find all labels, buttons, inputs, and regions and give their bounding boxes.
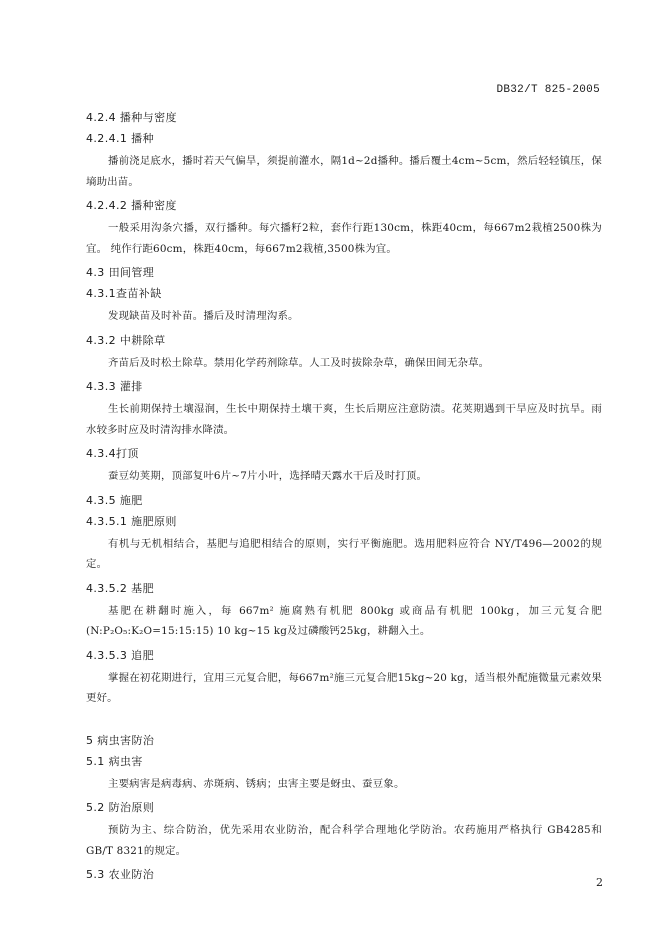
body-paragraph: 主要病害是病毒病、赤斑病、锈病；虫害主要是蚜虫、蚕豆象。: [108, 777, 405, 790]
section-heading: 4.3.5.3 追肥: [86, 648, 154, 662]
section-heading: 4.3 田间管理: [86, 266, 155, 279]
body-paragraph: 发现缺苗及时补苗。播后及时清理沟系。: [108, 310, 299, 322]
body-paragraph: 掌握在初花期进行，宜用三元复合肥，每667m²施三元复合肥15kg~20 kg，适当根外配施微量元素效果更好。: [86, 671, 602, 704]
body-paragraph: 基肥在耕翻时施入，每 667m² 施腐熟有机肥 800kg 或商品有机肥 100kg，加三元复合肥(N:P₂O₅:K₂O=15:15:15) 10 kg~15 kg及过磷酸钙25kg，耕翻入土。: [86, 604, 602, 637]
section-heading: 4.3.3 灌排: [86, 380, 143, 393]
section-heading: 5.1 病虫害: [86, 754, 143, 768]
section-heading: 5 病虫害防治: [86, 733, 155, 747]
body-paragraph: 有机与无机相结合，基肥与追肥相结合的原则，实行平衡施肥。选用肥料应符合 NY/T496—2002的规定。: [86, 537, 602, 570]
section-heading: 4.3.5 施肥: [86, 493, 143, 507]
document-code: DB32/T 825-2005: [496, 84, 600, 96]
body-paragraph: 预防为主、综合防治，优先采用农业防治，配合科学合理地化学防治。农药施用严格执行 GB4285和GB/T 8321的规定。: [86, 824, 602, 857]
body-paragraph: 蚕豆幼荚期，顶部复叶6片~7片小叶，选择晴天露水干后及时打顶。: [108, 470, 428, 482]
section-heading: 4.3.2 中耕除草: [86, 333, 166, 347]
section-heading: 4.2.4 播种与密度: [86, 111, 177, 124]
section-heading: 4.3.1查苗补缺: [86, 287, 162, 300]
section-heading: 4.3.4打顶: [86, 447, 139, 460]
section-heading: 4.2.4.1 播种: [86, 132, 154, 145]
section-heading: 4.2.4.2 播种密度: [86, 199, 177, 212]
section-heading: 5.3 农业防治: [86, 868, 155, 881]
section-heading: 4.3.5.1 施肥原则: [86, 514, 177, 528]
body-paragraph: 齐苗后及时松土除草。禁用化学药剂除草。人工及时拔除杂草，确保田间无杂草。: [108, 356, 490, 369]
body-paragraph: 播前浇足底水，播时若天气偏旱，须提前灌水，隔1d~2d播种。播后覆土4cm~5cm，然后轻轻镇压，保墒助出苗。: [86, 155, 602, 188]
body-paragraph: 生长前期保持土壤湿润，生长中期保持土壤干爽，生长后期应注意防渍。花荚期遇到干旱应及时抗旱。雨水较多时应及时清沟排水降渍。: [86, 403, 602, 436]
section-heading: 5.2 防治原则: [86, 801, 155, 814]
section-heading: 4.3.5.2 基肥: [86, 581, 154, 595]
document-body: [86, 104, 602, 887]
body-paragraph: 一般采用沟条穴播，双行播种。每穴播籽2粒，套作行距130cm，株距40cm，每667m2栽植2500株为宜。 纯作行距60cm，株距40cm，每667m2栽植,3500株为宜。: [86, 222, 602, 255]
page-number: 2: [596, 876, 603, 889]
